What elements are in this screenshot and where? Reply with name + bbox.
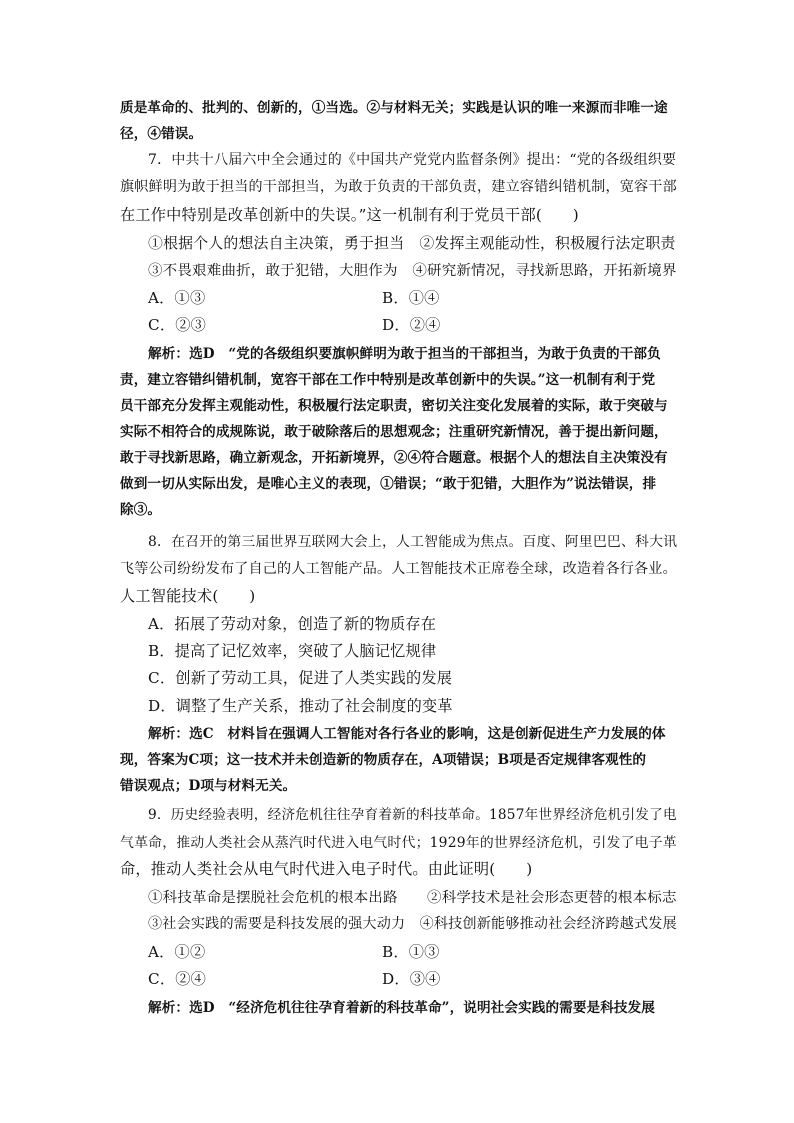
q8-analysis-1: 解析：选C 材料旨在强调人工智能对各行各业的影响，这是创新促进生产力发展的体 xyxy=(148,726,666,742)
q7-option-a: A．①③ xyxy=(148,289,206,307)
q7-option-b: B．①④ xyxy=(382,289,440,307)
q8-stem-3: 人工智能技术( ) xyxy=(120,587,256,605)
q7-analysis-2: 责，建立容错纠错机制，宽容干部在工作中特别是改革创新中的失误。”这一机制有利于党 xyxy=(120,372,656,388)
q9-option-a: A．①② xyxy=(148,943,206,961)
q7-statement-2: ③不畏艰难曲折，敢于犯错，大胆作为 ④研究新情况，寻找新思路，开拓新境界 xyxy=(148,263,677,279)
q9-option-c: C．②④ xyxy=(148,970,206,988)
q9-option-b: B．①③ xyxy=(382,943,440,961)
q7-stem-3: 在工作中特别是改革创新中的失误。”这一机制有利于党员干部( ) xyxy=(120,206,579,224)
q7-analysis-5: 敢于寻找新思路，确立新观念，开拓新境界，②④符合题意。根据个人的想法自主决策没有 xyxy=(120,450,668,466)
q9-statement-1: ①科技革命是摆脱社会危机的根本出路 ②科学技术是社会形态更替的根本标志 xyxy=(148,890,677,906)
q7-analysis-6: 做到一切从实际出发，是唯心主义的表现，①错误；“敢于犯错，大胆作为”说法错误，排 xyxy=(120,476,657,492)
q9-analysis-1: 解析：选D “经济危机往往孕育着新的科技革命”，说明社会实践的需要是科技发展 xyxy=(148,1000,656,1016)
q7-option-d: D．②④ xyxy=(382,316,441,334)
q7-statement-1: ①根据个人的想法自主决策，勇于担当 ②发挥主观能动性，积极履行法定职责 xyxy=(148,234,676,252)
q7-stem-2: 旗帜鲜明为敢于担当的干部担当，为敢于负责的干部负责，建立容错纠错机制，宽容干部 xyxy=(120,179,677,195)
q7-option-c: C．②③ xyxy=(148,316,206,334)
q9-option-d: D．③④ xyxy=(382,970,441,988)
intro-line-1: 质是革命的、批判的、创新的，①当选。②与材料无关；实践是认识的唯一来源而非唯一途 xyxy=(120,100,668,116)
q8-stem-1: 8．在召开的第三届世界互联网大会上，人工智能成为焦点。百度、阿里巴巴、科大讯 xyxy=(148,534,678,550)
q7-analysis-7: 除③。 xyxy=(120,502,162,518)
q9-stem-1: 9．历史经验表明，经济危机往往孕育着新的科技革命。1857年世界经济危机引发了电 xyxy=(148,807,677,823)
q8-option-b: B．提高了记忆效率，突破了人脑记忆规律 xyxy=(148,642,437,660)
q9-stem-3: 命，推动人类社会从电气时代进入电子时代。由此证明( ) xyxy=(120,860,533,878)
q9-statement-2: ③社会实践的需要是科技发展的强大动力 ④科技创新能够推动社会经济跨越式发展 xyxy=(148,916,677,932)
q8-analysis-2: 现，答案为C项；这一技术并未创造新的物质存在，A项错误；B项是否定规律客观性的 xyxy=(120,752,647,768)
q7-analysis-1: 解析：选D “党的各级组织要旗帜鲜明为敢于担当的干部担当，为敢于负责的干部负 xyxy=(148,346,661,362)
q8-option-d: D．调整了生产关系，推动了社会制度的变革 xyxy=(148,697,453,715)
q9-stem-2: 气革命，推动人类社会从蒸汽时代进入电气时代；1929年的世界经济危机，引发了电子革 xyxy=(120,835,677,851)
q7-analysis-3: 员干部充分发挥主观能动性，积极履行法定职责，密切关注变化发展着的实际，敢于突破与 xyxy=(120,398,668,414)
q8-option-a: A．拓展了劳动对象，创造了新的物质存在 xyxy=(148,615,437,633)
q7-analysis-4: 实际不相符合的成规陈说，敢于破除落后的思想观念；注重研究新情况，善于提出新问题， xyxy=(120,424,668,440)
q8-stem-2: 飞等公司纷纷发布了自己的人工智能产品。人工智能技术正席卷全球，改造着各行各业。 xyxy=(120,561,677,577)
q8-option-c: C．创新了劳动工具，促进了人类实践的发展 xyxy=(148,669,453,687)
q8-analysis-3: 错误观点；D项与材料无关。 xyxy=(120,778,297,794)
q7-stem-1: 7．中共十八届六中全会通过的《中国共产党党内监督条例》提出：“党的各级组织要 xyxy=(148,152,677,168)
intro-line-2: 径，④错误。 xyxy=(120,126,203,142)
